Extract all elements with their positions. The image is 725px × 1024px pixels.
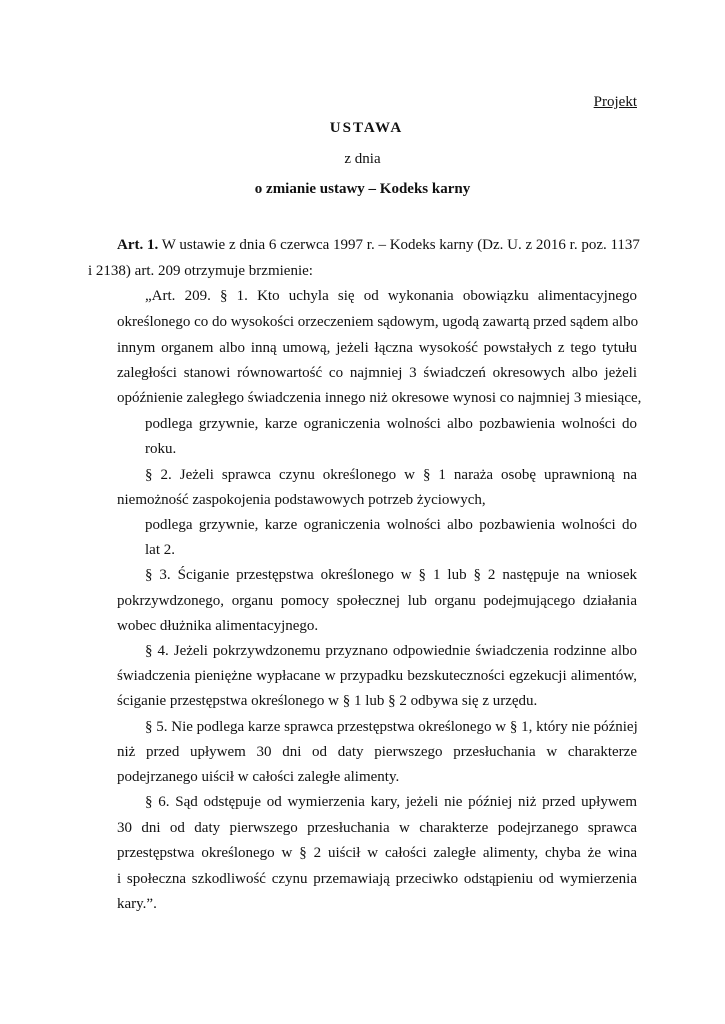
p1-sanction-2: roku. — [145, 441, 177, 457]
p4-line-2: świadczenia pieniężne wypłacane w przypadku bezskuteczności egzekucji alimentów, — [117, 668, 637, 684]
p2-sanction-1: podlega grzywnie, karze ograniczenia wolności albo pozbawienia wolności do — [145, 517, 637, 533]
p6-line-1: § 6. Sąd odstępuje od wymierzenia kary, jeżeli nie później niż przed upływem — [145, 794, 637, 810]
p5-line-2: niż przed upływem 30 dni od daty pierwszego przesłuchania w charakterze — [117, 744, 637, 760]
p4-line-3: ściganie przestępstwa określonego w § 1 lub § 2 odbywa się z urzędu. — [117, 693, 538, 709]
p5-line-3: podejrzanego uiścił w całości zaległe alimenty. — [117, 769, 400, 785]
art1-line-1: Art. 1. W ustawie z dnia 6 czerwca 1997 r. – Kodeks karny (Dz. U. z 2016 r. poz. 1137 — [117, 237, 640, 253]
act-subject: o zmianie ustawy – Kodeks karny — [254, 181, 471, 197]
p6-line-2: 30 dni od daty pierwszego przesłuchania w charakterze podejrzanego sprawca — [117, 820, 637, 836]
p3-line-2: pokrzywdzonego, organu pomocy społecznej lub organu podejmującego działania — [117, 593, 637, 609]
p1-line-2: określonego co do wysokości orzeczeniem sądowym, ugodą zawartą przed sądem albo — [117, 314, 639, 330]
document-title: USTAWA — [329, 120, 404, 136]
p2-sanction-2: lat 2. — [145, 542, 175, 558]
p1-sanction-1: podlega grzywnie, karze ograniczenia wolności albo pozbawienia wolności do — [145, 416, 637, 432]
p5-line-1: § 5. Nie podlega karze sprawca przestępstwa określonego w § 1, który nie później — [145, 719, 638, 735]
p1-line-5: opóźnienie zaległego świadczenia innego niż okresowe wynosi co najmniej 3 miesiące, — [117, 390, 642, 406]
p3-line-1: § 3. Ściganie przestępstwa określonego w § 1 lub § 2 następuje na wniosek — [145, 567, 637, 583]
p2-line-2: niemożność zaspokojenia podstawowych potrzeb życiowych, — [117, 492, 486, 508]
p2-line-1: § 2. Jeżeli sprawca czynu określonego w § 1 naraża osobę uprawnioną na — [145, 467, 637, 483]
p6-line-3: przestępstwa określonego w § 2 uiścił w całości zaległe alimenty, chyba że wina — [117, 845, 637, 861]
p1-line-1: „Art. 209. § 1. Kto uchyla się od wykonania obowiązku alimentacyjnego — [145, 288, 637, 304]
p6-line-4: i społeczna szkodliwość czynu przemawiają przeciwko odstąpieniu od wymierzenia — [117, 871, 637, 887]
p1-line-3: innym organem albo inną umową, jeżeli łączna wysokość powstałych z tego tytułu — [117, 340, 637, 356]
art1-label: Art. 1. — [117, 237, 159, 253]
p3-line-3: wobec dłużnika alimentacyjnego. — [117, 618, 319, 634]
art1-line-2: i 2138) art. 209 otrzymuje brzmienie: — [88, 263, 313, 279]
date-line: z dnia — [344, 151, 381, 167]
p4-line-1: § 4. Jeżeli pokrzywdzonemu przyznano odpowiednie świadczenia rodzinne albo — [145, 643, 637, 659]
p6-line-5: kary.”. — [117, 896, 157, 912]
p1-line-4: zaległości stanowi równowartość co najmniej 3 świadczeń okresowych albo jeżeli — [117, 365, 637, 381]
projekt-label: Projekt — [593, 94, 637, 110]
